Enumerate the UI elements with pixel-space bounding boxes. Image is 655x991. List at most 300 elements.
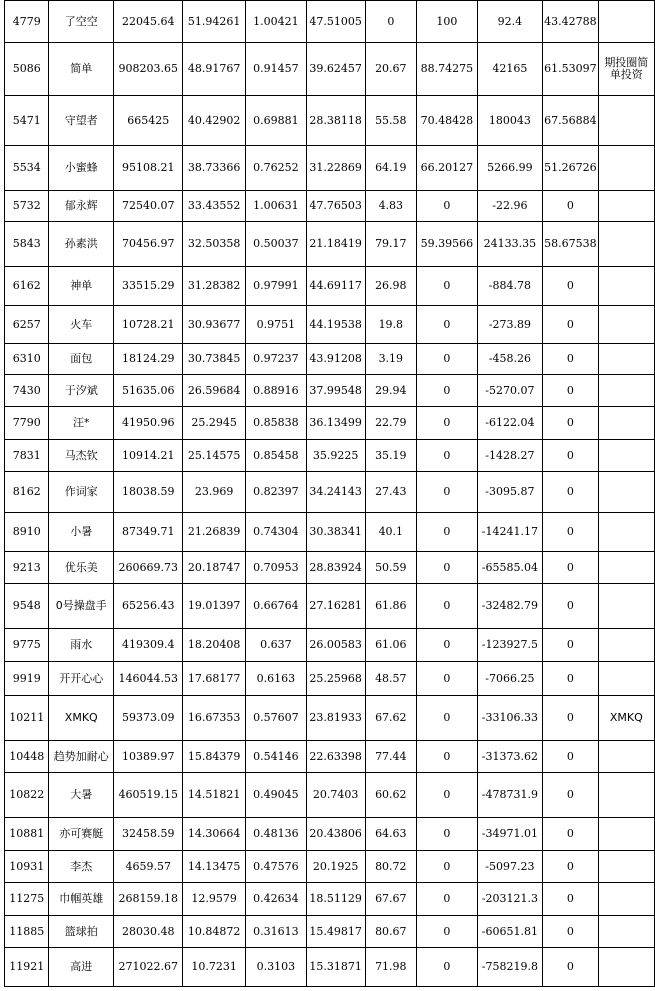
net-value-cell: 0.42634 (245, 883, 306, 916)
net-value-cell: 0.91457 (245, 43, 306, 96)
table-row (5, 96, 655, 146)
score-cell: 0 (543, 191, 599, 222)
note-cell: XMKQ (598, 696, 654, 741)
net-value-cell: 0.3103 (245, 948, 306, 987)
score-cell: 0 (543, 662, 599, 696)
position-cell: 55.58 (365, 96, 417, 146)
max-drawdown-cell: 28.38118 (306, 96, 365, 146)
profit-cell: -6122.04 (477, 407, 542, 440)
max-drawdown-cell: 31.22869 (306, 146, 365, 191)
asset-cell: 10728.21 (114, 306, 183, 344)
note-cell (598, 662, 654, 696)
table-row (5, 851, 655, 883)
profit-cell: -7066.25 (477, 662, 542, 696)
asset-cell: 28030.48 (114, 916, 183, 948)
position-cell: 79.17 (365, 222, 417, 267)
max-drawdown-cell: 47.76503 (306, 191, 365, 222)
note-cell (598, 851, 654, 883)
score-cell: 0 (543, 883, 599, 916)
score-cell: 0 (543, 818, 599, 851)
position-cell: 3.19 (365, 344, 417, 375)
annual-return-cell: 26.59684 (183, 375, 245, 407)
note-cell (598, 629, 654, 662)
rank-id-cell: 7430 (5, 375, 49, 407)
table-row (5, 662, 655, 696)
rank-id-cell: 9919 (5, 662, 49, 696)
annual-return-cell: 12.9579 (183, 883, 245, 916)
note-cell (598, 1, 654, 43)
annual-return-cell: 10.84872 (183, 916, 245, 948)
score-cell: 0 (543, 267, 599, 306)
rank-id-cell: 10822 (5, 773, 49, 818)
table-row (5, 407, 655, 440)
position-cell: 71.98 (365, 948, 417, 987)
score-cell: 0 (543, 584, 599, 629)
profit-cell: -14241.17 (477, 513, 542, 552)
profit-cell: -884.78 (477, 267, 542, 306)
rank-id-cell: 5534 (5, 146, 49, 191)
profit-cell: -758219.8 (477, 948, 542, 987)
profit-cell: -32482.79 (477, 584, 542, 629)
note-cell (598, 146, 654, 191)
win-rate-cell: 0 (417, 472, 478, 513)
nickname-cell: 作词家 (49, 472, 114, 513)
table-row (5, 191, 655, 222)
position-cell: 27.43 (365, 472, 417, 513)
max-drawdown-cell: 28.83924 (306, 552, 365, 584)
max-drawdown-cell: 36.13499 (306, 407, 365, 440)
win-rate-cell: 0 (417, 191, 478, 222)
win-rate-cell: 88.74275 (417, 43, 478, 96)
nickname-cell: 了空空 (49, 1, 114, 43)
annual-return-cell: 33.43552 (183, 191, 245, 222)
note-cell (598, 513, 654, 552)
table-row (5, 146, 655, 191)
rank-id-cell: 6257 (5, 306, 49, 344)
position-cell: 67.62 (365, 696, 417, 741)
net-value-cell: 0.70953 (245, 552, 306, 584)
note-cell (598, 741, 654, 773)
max-drawdown-cell: 21.18419 (306, 222, 365, 267)
net-value-cell: 1.00421 (245, 1, 306, 43)
nickname-cell: 于汐斌 (49, 375, 114, 407)
net-value-cell: 0.9751 (245, 306, 306, 344)
nickname-cell: 趋势加耐心 (49, 741, 114, 773)
nickname-cell: 神单 (49, 267, 114, 306)
rank-id-cell: 11275 (5, 883, 49, 916)
win-rate-cell: 0 (417, 696, 478, 741)
net-value-cell: 0.76252 (245, 146, 306, 191)
annual-return-cell: 25.2945 (183, 407, 245, 440)
asset-cell: 460519.15 (114, 773, 183, 818)
rank-id-cell: 9548 (5, 584, 49, 629)
net-value-cell: 0.74304 (245, 513, 306, 552)
score-cell: 0 (543, 513, 599, 552)
table-row (5, 916, 655, 948)
net-value-cell: 1.00631 (245, 191, 306, 222)
note-cell (598, 472, 654, 513)
nickname-cell: 汪* (49, 407, 114, 440)
note-cell (598, 407, 654, 440)
asset-cell: 10914.21 (114, 440, 183, 472)
ranking-table-container (4, 0, 655, 987)
profit-cell: 180043 (477, 96, 542, 146)
note-cell (598, 440, 654, 472)
score-cell: 0 (543, 375, 599, 407)
max-drawdown-cell: 23.81933 (306, 696, 365, 741)
profit-cell: -22.96 (477, 191, 542, 222)
note-cell (598, 344, 654, 375)
nickname-cell: 小暑 (49, 513, 114, 552)
max-drawdown-cell: 39.62457 (306, 43, 365, 96)
nickname-cell: 篮球拍 (49, 916, 114, 948)
win-rate-cell: 0 (417, 851, 478, 883)
score-cell: 0 (543, 696, 599, 741)
net-value-cell: 0.85838 (245, 407, 306, 440)
table-row (5, 472, 655, 513)
annual-return-cell: 14.13475 (183, 851, 245, 883)
max-drawdown-cell: 37.99548 (306, 375, 365, 407)
asset-cell: 65256.43 (114, 584, 183, 629)
position-cell: 48.57 (365, 662, 417, 696)
net-value-cell: 0.48136 (245, 818, 306, 851)
net-value-cell: 0.637 (245, 629, 306, 662)
win-rate-cell: 0 (417, 440, 478, 472)
profit-cell: -458.26 (477, 344, 542, 375)
asset-cell: 59373.09 (114, 696, 183, 741)
score-cell: 0 (543, 916, 599, 948)
annual-return-cell: 30.73845 (183, 344, 245, 375)
asset-cell: 95108.21 (114, 146, 183, 191)
rank-id-cell: 11885 (5, 916, 49, 948)
profit-cell: -5097.23 (477, 851, 542, 883)
max-drawdown-cell: 27.16281 (306, 584, 365, 629)
note-cell (598, 916, 654, 948)
annual-return-cell: 14.30664 (183, 818, 245, 851)
profit-cell: -31373.62 (477, 741, 542, 773)
table-row (5, 1, 655, 43)
position-cell: 67.67 (365, 883, 417, 916)
position-cell: 61.06 (365, 629, 417, 662)
score-cell: 61.53097 (543, 43, 599, 96)
position-cell: 0 (365, 1, 417, 43)
profit-cell: -34971.01 (477, 818, 542, 851)
asset-cell: 10389.97 (114, 741, 183, 773)
rank-id-cell: 5471 (5, 96, 49, 146)
net-value-cell: 0.97237 (245, 344, 306, 375)
score-cell: 0 (543, 629, 599, 662)
win-rate-cell: 0 (417, 306, 478, 344)
win-rate-cell: 0 (417, 375, 478, 407)
profit-cell: -123927.5 (477, 629, 542, 662)
win-rate-cell: 0 (417, 344, 478, 375)
annual-return-cell: 15.84379 (183, 741, 245, 773)
annual-return-cell: 48.91767 (183, 43, 245, 96)
score-cell: 0 (543, 851, 599, 883)
annual-return-cell: 14.51821 (183, 773, 245, 818)
note-cell (598, 773, 654, 818)
rank-id-cell: 11921 (5, 948, 49, 987)
rank-id-cell: 10211 (5, 696, 49, 741)
position-cell: 64.63 (365, 818, 417, 851)
win-rate-cell: 0 (417, 773, 478, 818)
nickname-cell: XMKQ (49, 696, 114, 741)
note-cell (598, 883, 654, 916)
win-rate-cell: 0 (417, 267, 478, 306)
position-cell: 61.86 (365, 584, 417, 629)
rank-id-cell: 7831 (5, 440, 49, 472)
net-value-cell: 0.66764 (245, 584, 306, 629)
note-cell (598, 818, 654, 851)
win-rate-cell: 59.39566 (417, 222, 478, 267)
nickname-cell: 郁永辉 (49, 191, 114, 222)
annual-return-cell: 32.50358 (183, 222, 245, 267)
score-cell: 0 (543, 440, 599, 472)
rank-id-cell: 9213 (5, 552, 49, 584)
nickname-cell: 简单 (49, 43, 114, 96)
asset-cell: 32458.59 (114, 818, 183, 851)
table-row (5, 629, 655, 662)
asset-cell: 146044.53 (114, 662, 183, 696)
asset-cell: 41950.96 (114, 407, 183, 440)
nickname-cell: 火车 (49, 306, 114, 344)
win-rate-cell: 0 (417, 552, 478, 584)
nickname-cell: 雨水 (49, 629, 114, 662)
nickname-cell: 高进 (49, 948, 114, 987)
max-drawdown-cell: 30.38341 (306, 513, 365, 552)
profit-cell: -203121.3 (477, 883, 542, 916)
score-cell: 58.67538 (543, 222, 599, 267)
net-value-cell: 0.6163 (245, 662, 306, 696)
nickname-cell: 大暑 (49, 773, 114, 818)
profit-cell: -65585.04 (477, 552, 542, 584)
annual-return-cell: 10.7231 (183, 948, 245, 987)
position-cell: 26.98 (365, 267, 417, 306)
rank-id-cell: 10931 (5, 851, 49, 883)
table-row (5, 440, 655, 472)
max-drawdown-cell: 15.31871 (306, 948, 365, 987)
rank-id-cell: 10881 (5, 818, 49, 851)
table-row (5, 513, 655, 552)
win-rate-cell: 0 (417, 407, 478, 440)
annual-return-cell: 30.93677 (183, 306, 245, 344)
table-row (5, 948, 655, 987)
position-cell: 29.94 (365, 375, 417, 407)
rank-id-cell: 5843 (5, 222, 49, 267)
table-row (5, 773, 655, 818)
nickname-cell: 小蜜蜂 (49, 146, 114, 191)
table-row (5, 267, 655, 306)
max-drawdown-cell: 25.25968 (306, 662, 365, 696)
annual-return-cell: 18.20408 (183, 629, 245, 662)
asset-cell: 87349.71 (114, 513, 183, 552)
note-cell (598, 552, 654, 584)
win-rate-cell: 0 (417, 629, 478, 662)
profit-cell: -478731.9 (477, 773, 542, 818)
net-value-cell: 0.31613 (245, 916, 306, 948)
profit-cell: -5270.07 (477, 375, 542, 407)
net-value-cell: 0.50037 (245, 222, 306, 267)
annual-return-cell: 17.68177 (183, 662, 245, 696)
position-cell: 20.67 (365, 43, 417, 96)
win-rate-cell: 0 (417, 662, 478, 696)
position-cell: 80.72 (365, 851, 417, 883)
table-row (5, 222, 655, 267)
rank-id-cell: 8162 (5, 472, 49, 513)
max-drawdown-cell: 20.1925 (306, 851, 365, 883)
net-value-cell: 0.82397 (245, 472, 306, 513)
rank-id-cell: 4779 (5, 1, 49, 43)
max-drawdown-cell: 44.19538 (306, 306, 365, 344)
score-cell: 51.26726 (543, 146, 599, 191)
note-cell (598, 191, 654, 222)
table-row (5, 375, 655, 407)
profit-cell: -33106.33 (477, 696, 542, 741)
net-value-cell: 0.57607 (245, 696, 306, 741)
note-cell (598, 96, 654, 146)
nickname-cell: 马杰钦 (49, 440, 114, 472)
nickname-cell: 孙素洪 (49, 222, 114, 267)
score-cell: 67.56884 (543, 96, 599, 146)
score-cell: 0 (543, 344, 599, 375)
position-cell: 80.67 (365, 916, 417, 948)
asset-cell: 271022.67 (114, 948, 183, 987)
nickname-cell: 守望者 (49, 96, 114, 146)
max-drawdown-cell: 47.51005 (306, 1, 365, 43)
net-value-cell: 0.54146 (245, 741, 306, 773)
annual-return-cell: 25.14575 (183, 440, 245, 472)
asset-cell: 665425 (114, 96, 183, 146)
annual-return-cell: 51.94261 (183, 1, 245, 43)
win-rate-cell: 70.48428 (417, 96, 478, 146)
max-drawdown-cell: 18.51129 (306, 883, 365, 916)
max-drawdown-cell: 35.9225 (306, 440, 365, 472)
profit-cell: -60651.81 (477, 916, 542, 948)
annual-return-cell: 31.28382 (183, 267, 245, 306)
annual-return-cell: 20.18747 (183, 552, 245, 584)
position-cell: 50.59 (365, 552, 417, 584)
nickname-cell: 亦可赛艇 (49, 818, 114, 851)
position-cell: 60.62 (365, 773, 417, 818)
rank-id-cell: 10448 (5, 741, 49, 773)
asset-cell: 51635.06 (114, 375, 183, 407)
position-cell: 19.8 (365, 306, 417, 344)
score-cell: 0 (543, 948, 599, 987)
profit-cell: -273.89 (477, 306, 542, 344)
position-cell: 40.1 (365, 513, 417, 552)
nickname-cell: 0号操盘手 (49, 584, 114, 629)
note-cell: 期投圈简单投资 (598, 43, 654, 96)
annual-return-cell: 40.42902 (183, 96, 245, 146)
score-cell: 0 (543, 552, 599, 584)
win-rate-cell: 0 (417, 916, 478, 948)
max-drawdown-cell: 26.00583 (306, 629, 365, 662)
rank-id-cell: 7790 (5, 407, 49, 440)
net-value-cell: 0.88916 (245, 375, 306, 407)
win-rate-cell: 66.20127 (417, 146, 478, 191)
rank-id-cell: 8910 (5, 513, 49, 552)
annual-return-cell: 16.67353 (183, 696, 245, 741)
max-drawdown-cell: 34.24143 (306, 472, 365, 513)
ranking-table (4, 0, 655, 987)
max-drawdown-cell: 43.91208 (306, 344, 365, 375)
note-cell (598, 267, 654, 306)
win-rate-cell: 0 (417, 584, 478, 629)
win-rate-cell: 0 (417, 818, 478, 851)
max-drawdown-cell: 20.7403 (306, 773, 365, 818)
profit-cell: 5266.99 (477, 146, 542, 191)
position-cell: 77.44 (365, 741, 417, 773)
annual-return-cell: 38.73366 (183, 146, 245, 191)
asset-cell: 72540.07 (114, 191, 183, 222)
asset-cell: 22045.64 (114, 1, 183, 43)
asset-cell: 908203.65 (114, 43, 183, 96)
note-cell (598, 306, 654, 344)
net-value-cell: 0.97991 (245, 267, 306, 306)
asset-cell: 4659.57 (114, 851, 183, 883)
table-row (5, 818, 655, 851)
net-value-cell: 0.85458 (245, 440, 306, 472)
rank-id-cell: 5732 (5, 191, 49, 222)
nickname-cell: 开开心心 (49, 662, 114, 696)
table-row (5, 584, 655, 629)
note-cell (598, 948, 654, 987)
score-cell: 0 (543, 472, 599, 513)
net-value-cell: 0.49045 (245, 773, 306, 818)
win-rate-cell: 0 (417, 948, 478, 987)
max-drawdown-cell: 44.69117 (306, 267, 365, 306)
table-row (5, 43, 655, 96)
profit-cell: -3095.87 (477, 472, 542, 513)
net-value-cell: 0.47576 (245, 851, 306, 883)
profit-cell: 92.4 (477, 1, 542, 43)
asset-cell: 419309.4 (114, 629, 183, 662)
rank-id-cell: 5086 (5, 43, 49, 96)
win-rate-cell: 0 (417, 883, 478, 916)
rank-id-cell: 6162 (5, 267, 49, 306)
rank-id-cell: 6310 (5, 344, 49, 375)
note-cell (598, 584, 654, 629)
annual-return-cell: 21.26839 (183, 513, 245, 552)
score-cell: 43.42788 (543, 1, 599, 43)
max-drawdown-cell: 22.63398 (306, 741, 365, 773)
ranking-table-body (5, 1, 655, 987)
max-drawdown-cell: 20.43806 (306, 818, 365, 851)
asset-cell: 33515.29 (114, 267, 183, 306)
win-rate-cell: 0 (417, 741, 478, 773)
asset-cell: 18038.59 (114, 472, 183, 513)
table-row (5, 696, 655, 741)
profit-cell: 24133.35 (477, 222, 542, 267)
score-cell: 0 (543, 407, 599, 440)
max-drawdown-cell: 15.49817 (306, 916, 365, 948)
position-cell: 64.19 (365, 146, 417, 191)
profit-cell: 42165 (477, 43, 542, 96)
nickname-cell: 巾帼英雄 (49, 883, 114, 916)
position-cell: 22.79 (365, 407, 417, 440)
win-rate-cell: 100 (417, 1, 478, 43)
table-row (5, 883, 655, 916)
nickname-cell: 优乐美 (49, 552, 114, 584)
annual-return-cell: 19.01397 (183, 584, 245, 629)
table-row (5, 306, 655, 344)
position-cell: 4.83 (365, 191, 417, 222)
win-rate-cell: 0 (417, 513, 478, 552)
annual-return-cell: 23.969 (183, 472, 245, 513)
profit-cell: -1428.27 (477, 440, 542, 472)
table-row (5, 741, 655, 773)
asset-cell: 70456.97 (114, 222, 183, 267)
